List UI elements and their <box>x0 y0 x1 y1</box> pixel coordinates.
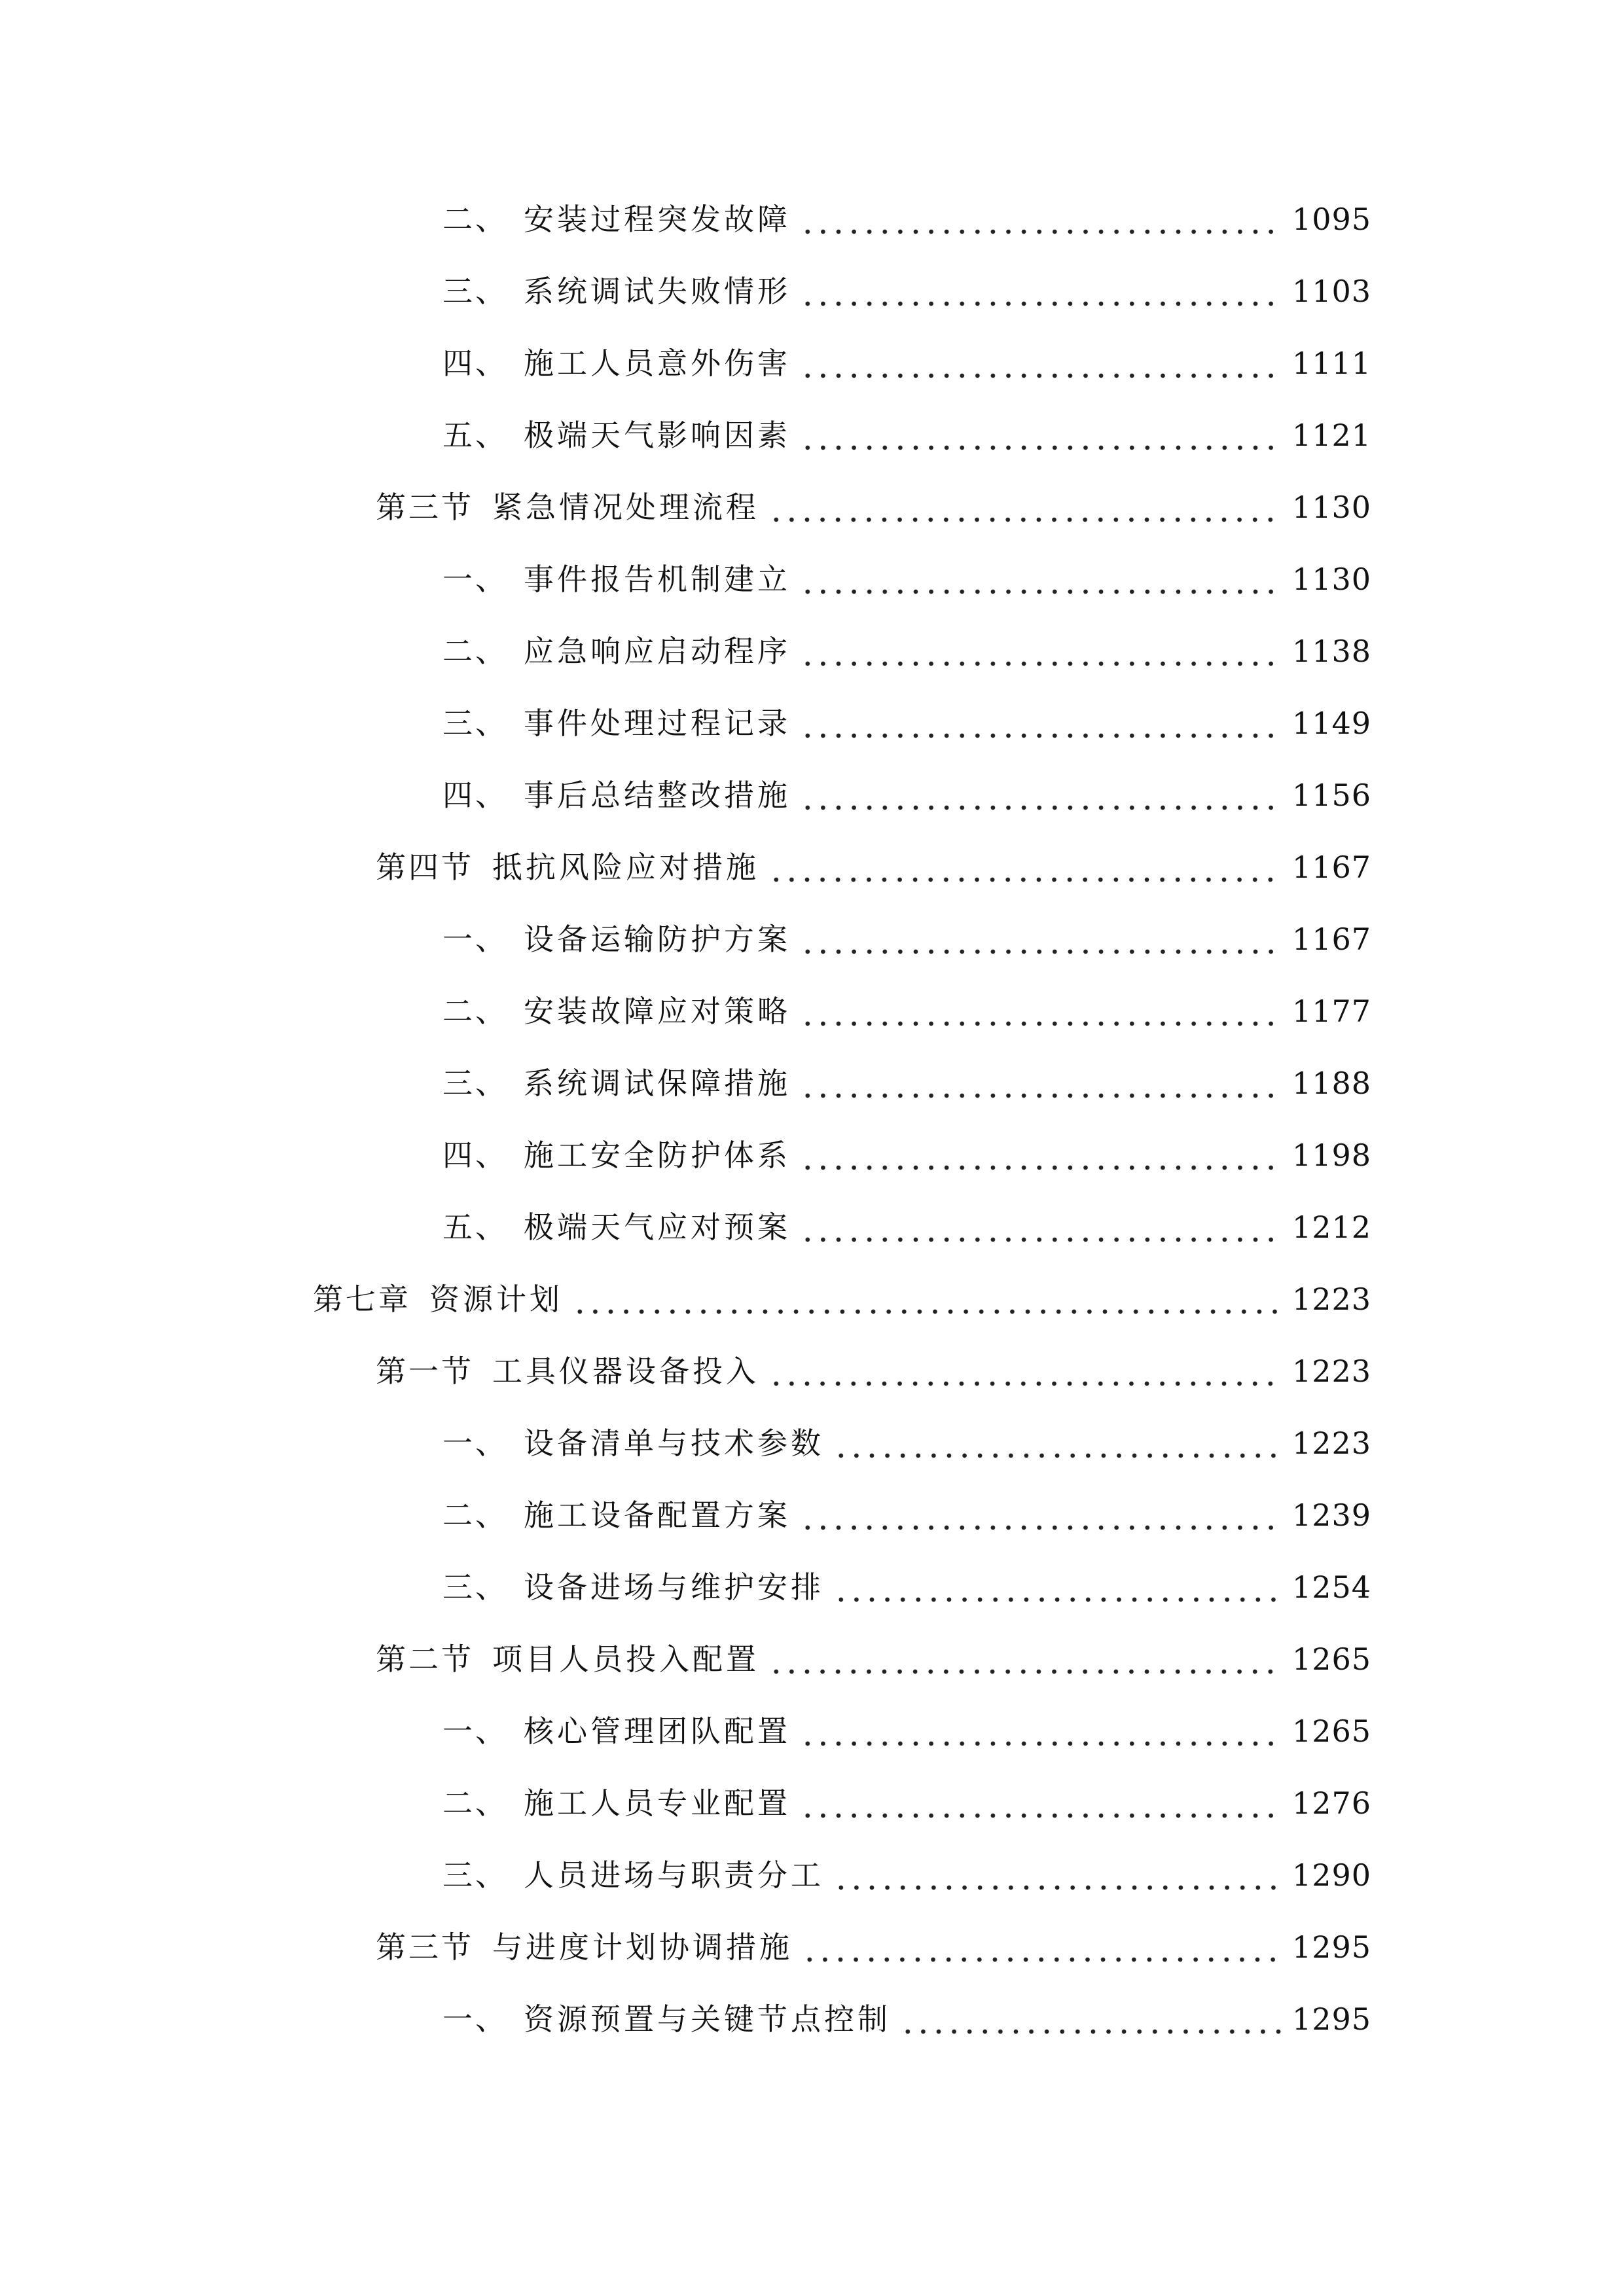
dot-leader <box>800 414 1282 457</box>
toc-entry-number: 第一节 <box>376 1354 474 1389</box>
toc-entry-title: 系统调试保障措施 <box>524 1066 791 1101</box>
toc-entry-number: 一、 <box>442 562 508 597</box>
toc-entry-page: 1239 <box>1291 1498 1371 1533</box>
dot-leader <box>800 558 1282 601</box>
toc-entry-number: 第四节 <box>376 850 474 885</box>
toc-entry-title: 事件报告机制建立 <box>524 562 791 597</box>
dot-leader <box>768 486 1282 529</box>
toc-entry[interactable] <box>442 1206 1371 1249</box>
toc-entry-page: 1167 <box>1291 850 1371 885</box>
toc-entry-title: 极端天气影响因素 <box>524 418 791 453</box>
toc-entry-number: 一、 <box>442 922 508 957</box>
toc-entry-page: 1188 <box>1291 1066 1371 1101</box>
toc-entry-number: 一、 <box>442 2001 508 2037</box>
toc-entry-number: 一、 <box>442 1713 508 1749</box>
toc-entry-title: 抵抗风险应对措施 <box>492 850 759 885</box>
dot-leader <box>768 1350 1282 1393</box>
toc-entry-title: 工具仪器设备投入 <box>492 1354 759 1389</box>
toc-entry-title: 核心管理团队配置 <box>524 1713 791 1749</box>
toc-entry-title: 人员进场与职责分工 <box>524 1857 824 1893</box>
toc-entry[interactable] <box>313 1278 1371 1321</box>
dot-leader <box>800 1206 1282 1249</box>
toc-entry-title: 设备清单与技术参数 <box>524 1426 824 1461</box>
toc-entry[interactable] <box>442 1782 1371 1825</box>
dot-leader <box>800 774 1282 817</box>
toc-entry[interactable] <box>442 918 1371 961</box>
toc-entry[interactable] <box>442 1566 1371 1609</box>
dot-leader <box>833 1422 1282 1465</box>
toc-entry-page: 1223 <box>1291 1426 1371 1461</box>
dot-leader <box>800 270 1282 313</box>
toc-entry-title: 安装故障应对策略 <box>524 994 791 1029</box>
toc-entry[interactable] <box>442 558 1371 601</box>
toc-entry[interactable] <box>442 1422 1371 1465</box>
toc-entry-title: 资源预置与关键节点控制 <box>524 2001 891 2037</box>
toc-entry[interactable] <box>376 846 1371 889</box>
toc-entry-number: 第三节 <box>376 490 474 525</box>
toc-entry[interactable] <box>442 342 1371 385</box>
dot-leader <box>800 702 1282 745</box>
toc-entry[interactable] <box>376 1926 1371 1969</box>
toc-entry-page: 1156 <box>1291 778 1371 813</box>
dot-leader <box>572 1278 1282 1321</box>
toc-entry[interactable] <box>442 630 1371 673</box>
dot-leader <box>768 1638 1282 1681</box>
toc-entry-number: 五、 <box>442 418 508 453</box>
toc-entry-title: 极端天气应对预案 <box>524 1210 791 1245</box>
toc-entry-number: 二、 <box>442 994 508 1029</box>
toc-entry-page: 1198 <box>1291 1138 1371 1173</box>
toc-entry-title: 资源计划 <box>429 1282 563 1317</box>
toc-entry-title: 设备进场与维护安排 <box>524 1570 824 1605</box>
dot-leader <box>800 1494 1282 1537</box>
toc-entry-number: 一、 <box>442 1426 508 1461</box>
dot-leader <box>800 1062 1282 1105</box>
toc-entry-page: 1223 <box>1291 1282 1371 1317</box>
toc-entry-page: 1290 <box>1291 1857 1371 1893</box>
toc-entry-title: 施工设备配置方案 <box>524 1498 791 1533</box>
toc-entry-number: 三、 <box>442 1570 508 1605</box>
toc-entry-number: 二、 <box>442 634 508 669</box>
dot-leader <box>800 198 1282 241</box>
toc-entry[interactable] <box>376 1350 1371 1393</box>
toc-entry[interactable] <box>442 1494 1371 1537</box>
dot-leader <box>833 1566 1282 1609</box>
toc-entry-number: 二、 <box>442 1785 508 1821</box>
toc-entry-number: 三、 <box>442 1066 508 1101</box>
toc-entry-title: 施工安全防护体系 <box>524 1138 791 1173</box>
toc-entry-title: 与进度计划协调措施 <box>492 1929 793 1965</box>
toc-entry-number: 五、 <box>442 1210 508 1245</box>
toc-entry[interactable] <box>442 270 1371 313</box>
dot-leader <box>800 342 1282 385</box>
toc-entry[interactable] <box>442 1710 1371 1753</box>
toc-entry-page: 1212 <box>1291 1210 1371 1245</box>
dot-leader <box>800 1710 1282 1753</box>
toc-entry[interactable] <box>442 990 1371 1033</box>
toc-entry-number: 三、 <box>442 706 508 741</box>
toc-entry-number: 二、 <box>442 1498 508 1533</box>
toc-entry-page: 1265 <box>1291 1713 1371 1749</box>
dot-leader <box>768 846 1282 889</box>
toc-entry-title: 事件处理过程记录 <box>524 706 791 741</box>
toc-entry-page: 1265 <box>1291 1641 1371 1677</box>
toc-entry-page: 1295 <box>1291 1929 1371 1965</box>
toc-entry-page: 1177 <box>1291 994 1371 1029</box>
dot-leader <box>833 1854 1282 1897</box>
toc-entry[interactable] <box>376 1638 1371 1681</box>
toc-entry-number: 三、 <box>442 274 508 309</box>
dot-leader <box>900 1998 1282 2041</box>
toc-entry-title: 设备运输防护方案 <box>524 922 791 957</box>
toc-entry[interactable] <box>442 702 1371 745</box>
dot-leader <box>800 1134 1282 1177</box>
toc-entry-page: 1223 <box>1291 1354 1371 1389</box>
toc-entry-number: 第三节 <box>376 1929 474 1965</box>
toc-entry[interactable] <box>442 1062 1371 1105</box>
toc-entry-number: 四、 <box>442 346 508 381</box>
toc-entry-page: 1167 <box>1291 922 1371 957</box>
dot-leader <box>800 1782 1282 1825</box>
toc-entry-page: 1095 <box>1291 202 1371 237</box>
toc-entry-page: 1103 <box>1291 274 1371 309</box>
toc-entry-title: 系统调试失败情形 <box>524 274 791 309</box>
toc-entry[interactable] <box>442 1134 1371 1177</box>
toc-entry-title: 事后总结整改措施 <box>524 778 791 813</box>
toc-entry-title: 施工人员意外伤害 <box>524 346 791 381</box>
toc-entry-title: 项目人员投入配置 <box>492 1641 759 1677</box>
toc-entry-title: 施工人员专业配置 <box>524 1785 791 1821</box>
dot-leader <box>800 630 1282 673</box>
toc-entry-page: 1295 <box>1291 2001 1371 2037</box>
toc-entry-number: 四、 <box>442 1138 508 1173</box>
toc-entry[interactable] <box>442 414 1371 457</box>
toc-entry-title: 紧急情况处理流程 <box>492 490 759 525</box>
toc-entry[interactable] <box>442 198 1371 241</box>
toc-entry[interactable] <box>442 1854 1371 1897</box>
toc-entry-page: 1138 <box>1291 634 1371 669</box>
toc-entry-number: 第二节 <box>376 1641 474 1677</box>
dot-leader <box>800 918 1282 961</box>
toc-entry[interactable] <box>376 486 1371 529</box>
toc-entry[interactable] <box>442 1998 1371 2041</box>
toc-entry-title: 应急响应启动程序 <box>524 634 791 669</box>
toc-entry-number: 四、 <box>442 778 508 813</box>
toc-entry-page: 1130 <box>1291 562 1371 597</box>
toc-entry-number: 二、 <box>442 202 508 237</box>
toc-entry-page: 1276 <box>1291 1785 1371 1821</box>
toc-entry-page: 1254 <box>1291 1570 1371 1605</box>
toc-entry-number: 三、 <box>442 1857 508 1893</box>
toc-entry-page: 1121 <box>1291 418 1371 453</box>
toc-entry[interactable] <box>442 774 1371 817</box>
toc-entry-number: 第七章 <box>313 1282 411 1317</box>
toc-entry-page: 1130 <box>1291 490 1371 525</box>
dot-leader <box>800 990 1282 1033</box>
toc-entry-title: 安装过程突发故障 <box>524 202 791 237</box>
dot-leader <box>802 1926 1282 1969</box>
toc-entry-page: 1111 <box>1291 346 1371 381</box>
toc-entry-page: 1149 <box>1291 706 1371 741</box>
